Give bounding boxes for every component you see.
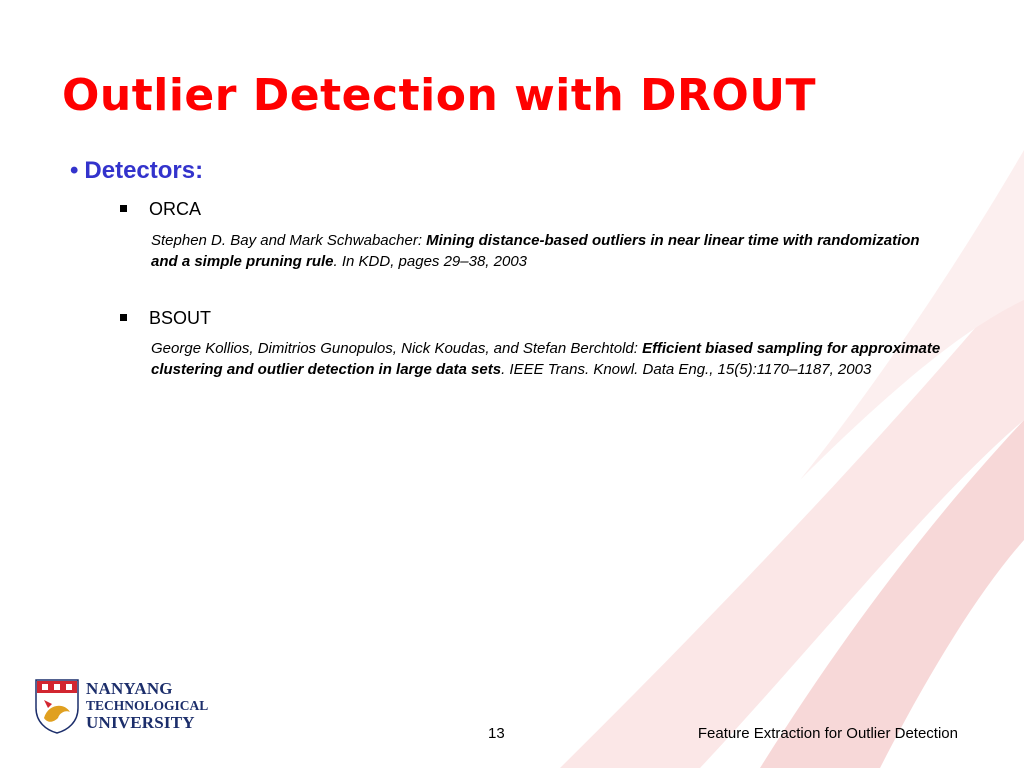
logo-line-1: NANYANG (86, 679, 173, 698)
reference-venue: . In KDD, pages 29–38, 2003 (333, 253, 528, 270)
slide-title: Outlier Detection with DROUT (62, 70, 817, 121)
crest-icon (34, 678, 80, 734)
item-label: ORCA (149, 199, 202, 219)
reference-authors: Stephen D. Bay and Mark Schwabacher: (151, 232, 427, 249)
reference-authors: George Kollios, Dimitrios Gunopulos, Nick Koudas, and Stefan Berchtold: (151, 340, 643, 357)
reference-title: Efficient biased sampling for approximate clustering and outlier detection in large data sets (151, 340, 941, 378)
university-logo (34, 678, 209, 734)
list-item-orca (118, 199, 201, 220)
section-label: Detectors: (84, 157, 204, 184)
square-bullet-icon (120, 314, 127, 321)
reference-title: Mining distance-based outliers in near linear time with randomization and a simple pruning rule (151, 232, 920, 270)
list-item-bsout (118, 308, 211, 329)
page-number: 13 (488, 725, 505, 742)
section-heading (70, 157, 203, 185)
logo-line-2: TECHNOLOGICAL (86, 698, 209, 713)
bullet: • (70, 157, 79, 184)
logo-line-3: UNIVERSITY (86, 713, 195, 732)
reference-bsout (151, 338, 941, 380)
logo-text (86, 680, 208, 731)
item-label: BSOUT (149, 308, 212, 328)
reference-venue: . IEEE Trans. Knowl. Data Eng., 15(5):1170–1187, 2003 (501, 361, 872, 378)
footer-text: Feature Extraction for Outlier Detection (697, 725, 958, 742)
square-bullet-icon (120, 205, 127, 212)
reference-orca (151, 230, 941, 272)
